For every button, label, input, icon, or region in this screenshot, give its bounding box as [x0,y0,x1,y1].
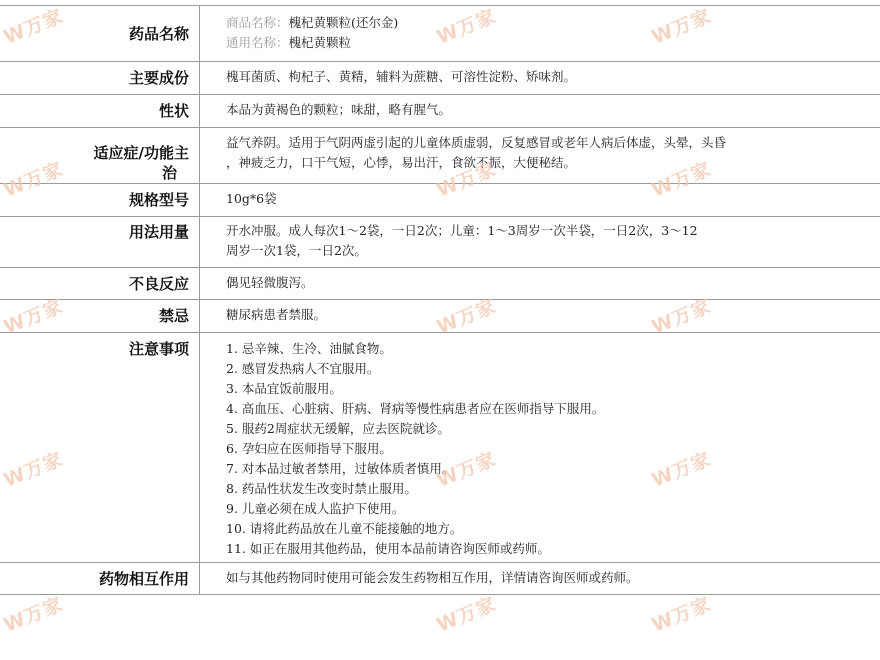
row-ingredients [0,62,880,95]
watermark-logo: W万家 [0,158,67,202]
row-contra [0,300,880,333]
trade-name-line [226,13,880,33]
row-precautions [0,333,880,563]
label-spec: 规格型号 [0,184,200,216]
label-contra: 禁忌 [0,300,200,332]
watermark-logo: W万家 [433,5,500,49]
generic-name-prefix: 通用名称： [226,35,289,50]
row-appearance [0,95,880,128]
list-item: 7. 对本品过敏者禁用，过敏体质者慎用。 [226,461,455,476]
value-dosage [200,217,880,267]
watermark-logo: W万家 [648,593,715,637]
list-item: 10. 请将此药品放在儿童不能接触的地方。 [226,521,463,536]
value-precautions [200,333,880,562]
label-interactions: 药物相互作用 [0,563,200,594]
list-item: 1. 忌辛辣、生冷、油腻食物。 [226,341,392,356]
value-indications [200,128,880,183]
list-item: 3. 本品宜饭前服用。 [226,381,342,396]
indications-line1: 益气养阴。适用于气阴两虚引起的儿童体质虚弱，反复感冒或老年人病后体虚，头晕，头昏 [226,135,727,150]
watermark-logo: W万家 [433,295,500,339]
indications-line2: ，神疲乏力，口干气短，心悸，易出汗，食欲不振，大便秘结。 [226,155,577,170]
value-ingredients: 槐耳菌质、枸杞子、黄精，辅料为蔗糖、可溶性淀粉、矫味剂。 [226,69,577,84]
row-adverse [0,268,880,300]
watermark-logo: W万家 [0,295,67,339]
watermark-logo: W万家 [648,158,715,202]
list-item: 8. 药品性状发生改变时禁止服用。 [226,481,417,496]
list-item: 2. 感冒发热病人不宜服用。 [226,361,380,376]
watermark-logo: W万家 [648,5,715,49]
list-item: 4. 高血压、心脏病、肝病、肾病等慢性病患者应在医师指导下服用。 [226,401,605,416]
label-adverse: 不良反应 [0,268,200,299]
label-appearance: 性状 [0,95,200,127]
watermark-logo: W万家 [0,5,67,49]
value-contra: 糖尿病患者禁服。 [226,307,327,322]
label-dosage: 用法用量 [0,217,200,267]
label-indications-line1: 适应症/功能主 [93,144,189,162]
list-item: 6. 孕妇应在医师指导下服用。 [226,441,392,456]
row-indications [0,128,880,184]
value-interactions: 如与其他药物同时使用可能会发生药物相互作用，详情请咨询医师或药师。 [226,570,639,585]
list-item: 5. 服药2周症状无缓解，应去医院就诊。 [226,421,450,436]
watermark-logo: W万家 [433,448,500,492]
generic-name-line [226,33,880,53]
list-item: 11. 如正在服用其他药品，使用本品前请咨询医师或药师。 [226,541,550,556]
trade-name-prefix: 商品名称： [226,15,289,30]
label-indications-line2: 治 [161,164,177,182]
watermark-logo: W万家 [0,448,67,492]
watermark-logo: W万家 [0,593,67,637]
value-adverse: 偶见轻微腹泻。 [226,275,314,290]
value-drug-name [200,6,880,61]
row-drug-name [0,6,880,62]
row-interactions [0,563,880,595]
drug-info-table [0,5,880,595]
watermark-logo: W万家 [648,448,715,492]
watermark-logo: W万家 [433,593,500,637]
dosage-line1: 开水冲服。成人每次1～2袋，一日2次；儿童：1～3周岁一次半袋，一日2次，3～12 [226,223,698,238]
precautions-list [226,339,880,559]
trade-name: 槐杞黄颗粒(还尔金) [288,15,399,30]
label-indications [0,128,200,183]
value-appearance: 本品为黄褐色的颗粒；味甜，略有腥气。 [226,102,452,117]
watermark-logo: W万家 [648,295,715,339]
generic-name: 槐杞黄颗粒 [288,35,352,50]
row-dosage [0,217,880,268]
list-item: 9. 儿童必须在成人监护下使用。 [226,501,405,516]
label-ingredients: 主要成份 [0,62,200,94]
row-spec [0,184,880,217]
value-spec: 10g*6袋 [226,191,277,206]
watermark-logo: W万家 [433,158,500,202]
dosage-line2: 周岁一次1袋，一日2次。 [226,243,367,258]
label-drug-name: 药品名称 [0,6,200,61]
label-precautions: 注意事项 [0,333,200,562]
